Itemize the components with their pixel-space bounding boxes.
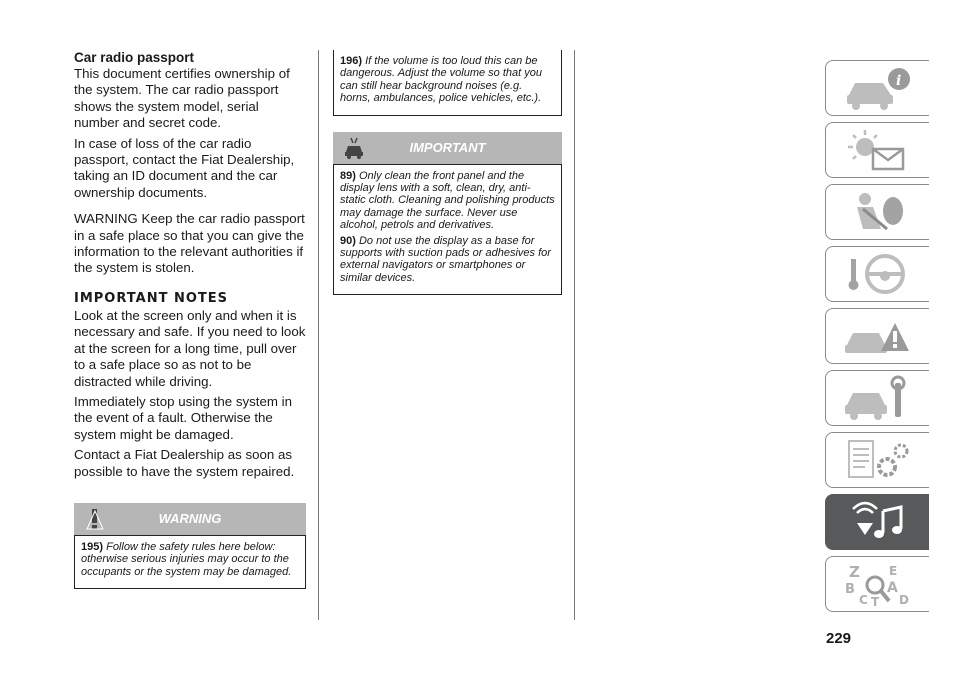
svg-text:i: i	[895, 73, 901, 89]
note-item	[340, 170, 555, 232]
car-info-icon	[843, 65, 913, 111]
emergency-icon	[843, 313, 913, 359]
paragraph: In case of loss of the car radio passport, contact the Fiat Dealership, taking an ID document and the car ownership documents.	[74, 135, 295, 200]
paragraph: This document certifies ownership of the system. The car radio passport shows the system model, serial number and secret code.	[74, 66, 290, 131]
tab-starting-driving[interactable]	[825, 246, 929, 302]
note-text: Only clean the front panel and the display lens with a soft, clean, dry, anti-static cloth. Cleaning and polishing products may damage the surface. Never use alcohol, petrols and derivatives.	[340, 169, 555, 232]
tab-multimedia[interactable]	[825, 494, 929, 550]
important-block	[333, 132, 562, 296]
note-text: Do not use the display as a base for supports with suction pads or adhesives for external navigators or smartphones or similar devices.	[340, 234, 551, 284]
index-letter: C	[858, 593, 868, 607]
right-column	[333, 50, 562, 295]
index-letter: T	[870, 595, 879, 607]
important-header	[333, 132, 562, 164]
continued-note-box	[333, 50, 562, 116]
tab-emergency[interactable]	[825, 308, 929, 364]
index-letter: E	[888, 564, 897, 578]
tab-warning-lights[interactable]	[825, 122, 929, 178]
note-item	[81, 541, 299, 578]
page-number: 229	[826, 630, 852, 647]
car-damage-icon	[343, 136, 365, 160]
tab-index[interactable]	[825, 556, 929, 612]
notes-heading: IMPORTANT NOTES	[74, 290, 229, 306]
warning-lights-icon	[843, 127, 913, 173]
column-divider	[318, 50, 319, 620]
note-number: 89)	[340, 169, 356, 182]
warning-triangle-icon	[84, 507, 106, 531]
important-content	[333, 164, 562, 296]
warning-title: WARNING	[158, 511, 222, 527]
index-letter: Z	[848, 563, 860, 581]
important-title: IMPORTANT	[409, 140, 486, 156]
note-number: 195)	[81, 540, 104, 553]
note-item	[340, 55, 555, 105]
tab-maintenance[interactable]	[825, 370, 929, 426]
column-divider	[574, 50, 575, 620]
paragraph: WARNING Keep the car radio passport in a safe place so that you can give the information to the relevant authorities if the system is stolen.	[74, 211, 305, 276]
index-letter: A	[886, 580, 898, 596]
index-icon	[843, 561, 913, 607]
note-item	[340, 235, 555, 285]
index-letter: D	[898, 593, 909, 607]
warning-header	[74, 503, 306, 535]
warning-content	[74, 535, 306, 589]
warning-block	[74, 503, 306, 589]
left-column	[74, 50, 306, 589]
note-text: Follow the safety rules here below: otherwise serious injuries may occur to the occupants or the system may be damaged.	[81, 540, 292, 578]
tab-technical-data[interactable]	[825, 432, 929, 488]
paragraph: Contact a Fiat Dealership as soon as possible to have the system repaired.	[74, 447, 295, 479]
tab-safety[interactable]	[825, 184, 929, 240]
paragraph: Look at the screen only and when it is necessary and safe. If you need to look at the screen for a long time, pull over to a safe place so as not to be distracted while driving.	[74, 307, 306, 389]
tab-car-info[interactable]	[825, 60, 929, 116]
section-title: Car radio passport	[74, 50, 195, 65]
multimedia-icon	[843, 499, 913, 545]
maintenance-icon	[843, 375, 913, 421]
paragraph: Immediately stop using the system in the event of a fault. Otherwise the system might be damaged.	[74, 393, 293, 442]
note-number: 90)	[340, 234, 356, 247]
safety-airbag-icon	[843, 189, 913, 235]
note-text: If the volume is too loud this can be dangerous. Adjust the volume so that you can still hear background noises (e.g. horns, ambulances, police vehicles, etc.).	[340, 55, 542, 105]
technical-data-icon	[843, 437, 913, 483]
note-number: 196)	[340, 55, 363, 67]
index-letter: B	[844, 582, 855, 597]
steering-key-icon	[843, 251, 913, 297]
